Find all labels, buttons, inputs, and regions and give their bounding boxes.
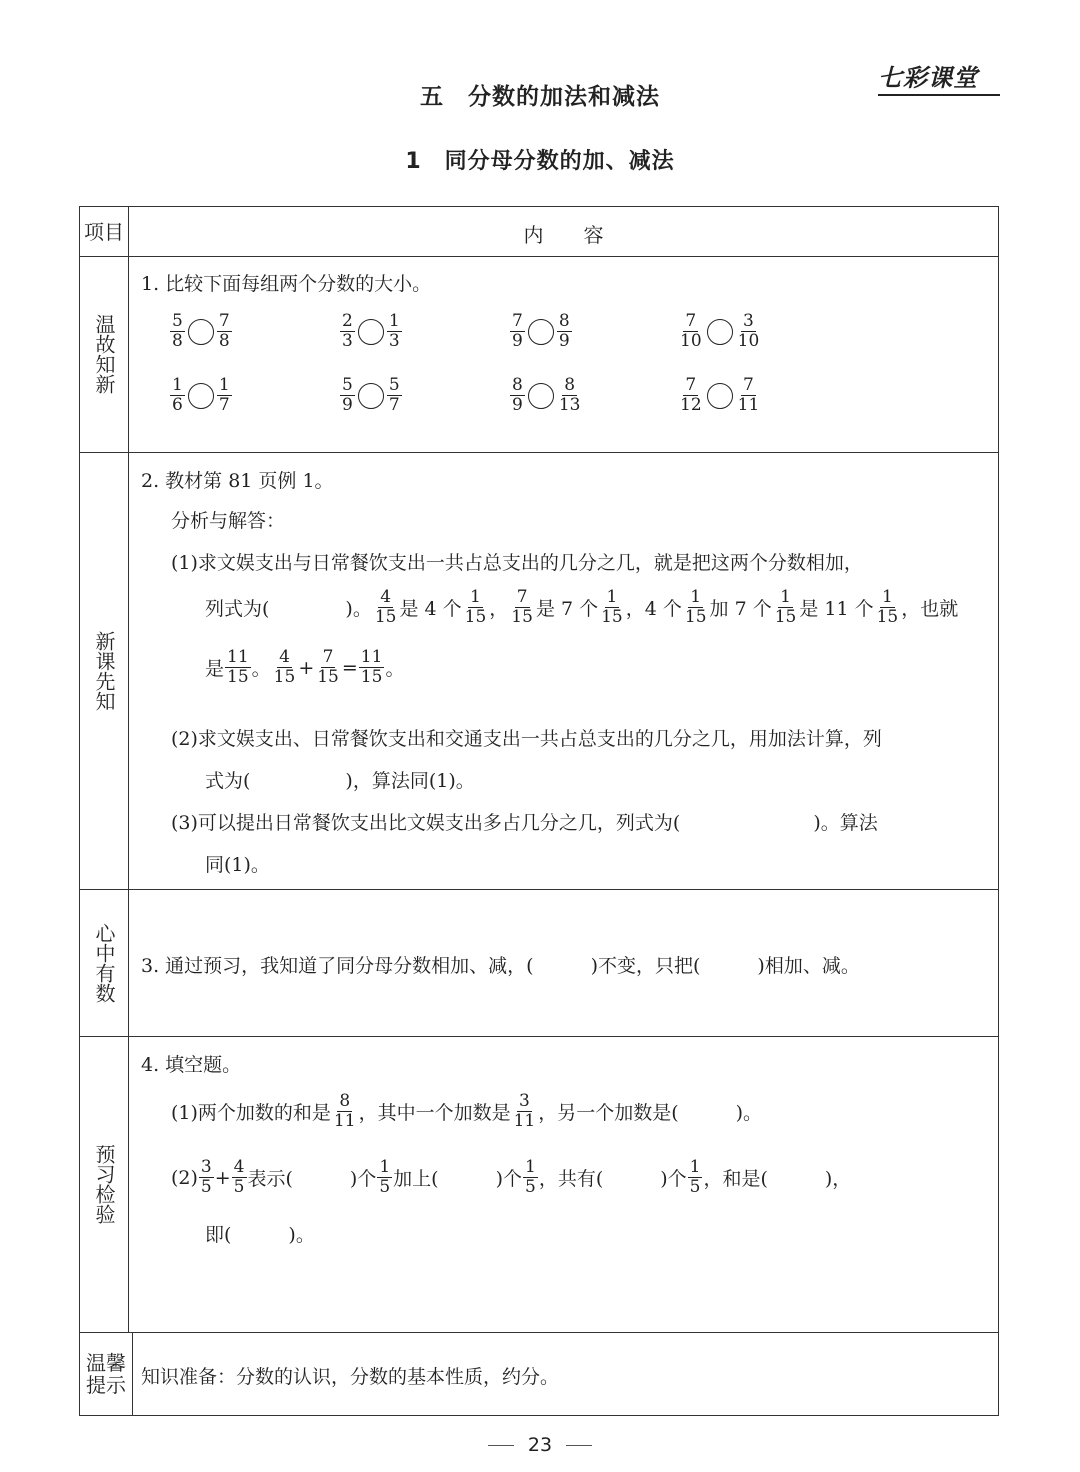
lesson-title: 1 同分母分数的加、减法 (405, 149, 675, 174)
fraction: $\frac{8}{9}$ (512, 375, 523, 415)
check-row (80, 1036, 998, 1333)
mind-content (129, 889, 998, 1036)
review-label: 温故知新 (80, 256, 129, 452)
fraction-11-15: $\frac{11}{15}$ (227, 647, 249, 687)
check-part-1: (1)两个加数的和是 $\frac{8}{11}$ ，其中一个加数是 $\frac{3}{11}$ ，另一个加数是( )。 (171, 1091, 763, 1131)
unit-title: 五 分数的加法和减法 (420, 84, 660, 110)
fraction: $\frac{8}{9}$ (558, 311, 570, 351)
fraction-8-11: $\frac{8}{11}$ (333, 1091, 356, 1131)
fraction-1-15: $\frac{1}{15}$ (684, 587, 707, 627)
fraction: $\frac{3}{10}$ (737, 311, 760, 351)
question-1: 1. 比较下面每组两个分数的大小。 (141, 273, 432, 295)
review-content (129, 256, 998, 452)
fraction: $\frac{8}{13}$ (558, 375, 581, 415)
part-3-line-2: 同(1)。 (205, 854, 270, 876)
fraction-7-15: $\frac{7}{15}$ (317, 647, 339, 687)
part-3-line-1[interactable]: (3)可以提出日常餐饮支出比文娱支出多占几分之几，列式为( )。算法 (171, 812, 878, 834)
compare-blank-circle[interactable] (358, 319, 384, 345)
part-1-line-1: (1)求文娱支出与日常餐饮支出一共占总支出的几分之几，就是把这两个分数相加， (171, 552, 863, 574)
preview-label: 新课先知 (80, 452, 129, 889)
worksheet-table (79, 206, 999, 1416)
mind-label: 心中有数 (80, 889, 129, 1036)
compare-item (677, 376, 762, 415)
fraction: $\frac{7}{10}$ (680, 311, 702, 351)
mind-row (80, 889, 998, 1037)
fraction: $\frac{1}{3}$ (388, 311, 400, 351)
formula-blank[interactable]: 列式为( )。 (205, 598, 372, 620)
fraction-1-15: $\frac{1}{15}$ (601, 587, 623, 627)
compare-item (339, 376, 403, 415)
tip-label: 温馨提示 (80, 1332, 133, 1415)
compare-item (169, 376, 233, 415)
part-1-line-3: 是 $\frac{11}{15}$ 。 $\frac{4}{15}$ + $\frac{7}{15}$ = $\frac{11}{15}$ 。 (205, 647, 405, 687)
preview-row (80, 452, 998, 890)
question-2: 2. 教材第 81 页例 1。 (141, 470, 334, 492)
fraction-1-5: $\frac{1}{5}$ (689, 1157, 701, 1197)
compare-blank-circle[interactable] (358, 383, 384, 409)
compare-blank-circle[interactable] (188, 383, 214, 409)
page-number (0, 1434, 1080, 1456)
compare-blank-circle[interactable] (528, 319, 554, 345)
table-header-row (80, 207, 998, 257)
fraction-4-5: $\frac{4}{5}$ (233, 1157, 245, 1197)
dash-left (488, 1445, 514, 1446)
compare-blank-circle[interactable] (707, 383, 733, 409)
analysis-heading: 分析与解答： (171, 510, 286, 532)
fraction: $\frac{1}{6}$ (172, 375, 183, 415)
fraction: $\frac{5}{9}$ (342, 375, 353, 415)
fraction: $\frac{7}{9}$ (512, 311, 523, 351)
compare-item (339, 312, 403, 351)
fraction: $\frac{5}{7}$ (388, 375, 400, 415)
fraction: $\frac{2}{3}$ (342, 311, 353, 351)
header-content-title: 内 容 (523, 223, 604, 247)
fraction-3-5: $\frac{3}{5}$ (200, 1157, 212, 1197)
fraction-1-15: $\frac{1}{15}$ (876, 587, 899, 627)
compare-item (509, 312, 573, 351)
review-row (80, 256, 998, 453)
check-content (129, 1036, 998, 1332)
tip-text: 知识准备：分数的认识，分数的基本性质，约分。 (141, 1366, 560, 1388)
fraction: $\frac{7}{12}$ (680, 375, 702, 415)
compare-blank-circle[interactable] (188, 319, 214, 345)
brand-text: 七彩课堂 (878, 64, 978, 92)
fraction-1-15: $\frac{1}{15}$ (774, 587, 797, 627)
part-2-line-1: (2)求文娱支出、日常餐饮支出和交通支出一共占总支出的几分之几，用加法计算，列 (171, 728, 882, 750)
fraction-1-15: $\frac{1}{15}$ (464, 587, 487, 627)
part-1-line-2: 列式为( )。 $\frac{4}{15}$ 是 4 个 $\frac{1}{15}$ ， $\frac{7}{15}$ 是 7 个 $\frac{1}{15}$ ，4 个 $\frac{1}{15}$ 加 7 个 $\frac{1}{15}$ 是 11 个 $\frac{1}{15}$ ，也就 (205, 587, 959, 627)
fraction-4-15: $\frac{4}{15}$ (374, 587, 397, 627)
fraction: $\frac{7}{11}$ (737, 375, 760, 415)
compare-item (509, 376, 583, 415)
fraction-7-15: $\frac{7}{15}$ (511, 587, 533, 627)
tip-content (129, 1332, 998, 1415)
fraction-4-15: $\frac{4}{15}$ (273, 647, 296, 687)
fraction-1-5: $\frac{1}{5}$ (524, 1157, 536, 1197)
check-label: 预习检验 (80, 1036, 129, 1332)
header-content-cell (129, 207, 998, 256)
question-4: 4. 填空题。 (141, 1054, 242, 1076)
preview-content (129, 452, 998, 889)
check-part-2: (2) $\frac{3}{5}$ + $\frac{4}{5}$ 表示( )个 $\frac{1}{5}$ 加上( )个 $\frac{1}{5}$ ，共有( )个 $\frac{1}{5}$ ，和是( )， (171, 1157, 852, 1197)
tip-row (80, 1332, 998, 1415)
fraction: $\frac{5}{8}$ (172, 311, 183, 351)
compare-item (169, 312, 233, 351)
fraction-1-5: $\frac{1}{5}$ (379, 1157, 391, 1197)
part-2-line-2[interactable]: 式为( )，算法同(1)。 (205, 770, 475, 792)
compare-blank-circle[interactable] (528, 383, 554, 409)
compare-blank-circle[interactable] (707, 319, 733, 345)
dash-right (566, 1445, 592, 1446)
question-3[interactable]: 3. 通过预习，我知道了同分母分数相加、减，( )不变，只把( )相加、减。 (141, 955, 860, 977)
header-label-cell: 项目 (80, 207, 129, 256)
fraction-3-11: $\frac{3}{11}$ (513, 1091, 536, 1131)
page-number-text: 23 (527, 1434, 553, 1456)
answer-blank[interactable]: ，另一个加数是( )。 (538, 1102, 763, 1124)
compare-item (677, 312, 762, 351)
fraction: $\frac{7}{8}$ (218, 311, 230, 351)
check-part-2-line-2[interactable]: 即( )。 (205, 1224, 315, 1246)
fraction: $\frac{1}{7}$ (218, 375, 230, 415)
fraction-11-15: $\frac{11}{15}$ (360, 647, 383, 687)
